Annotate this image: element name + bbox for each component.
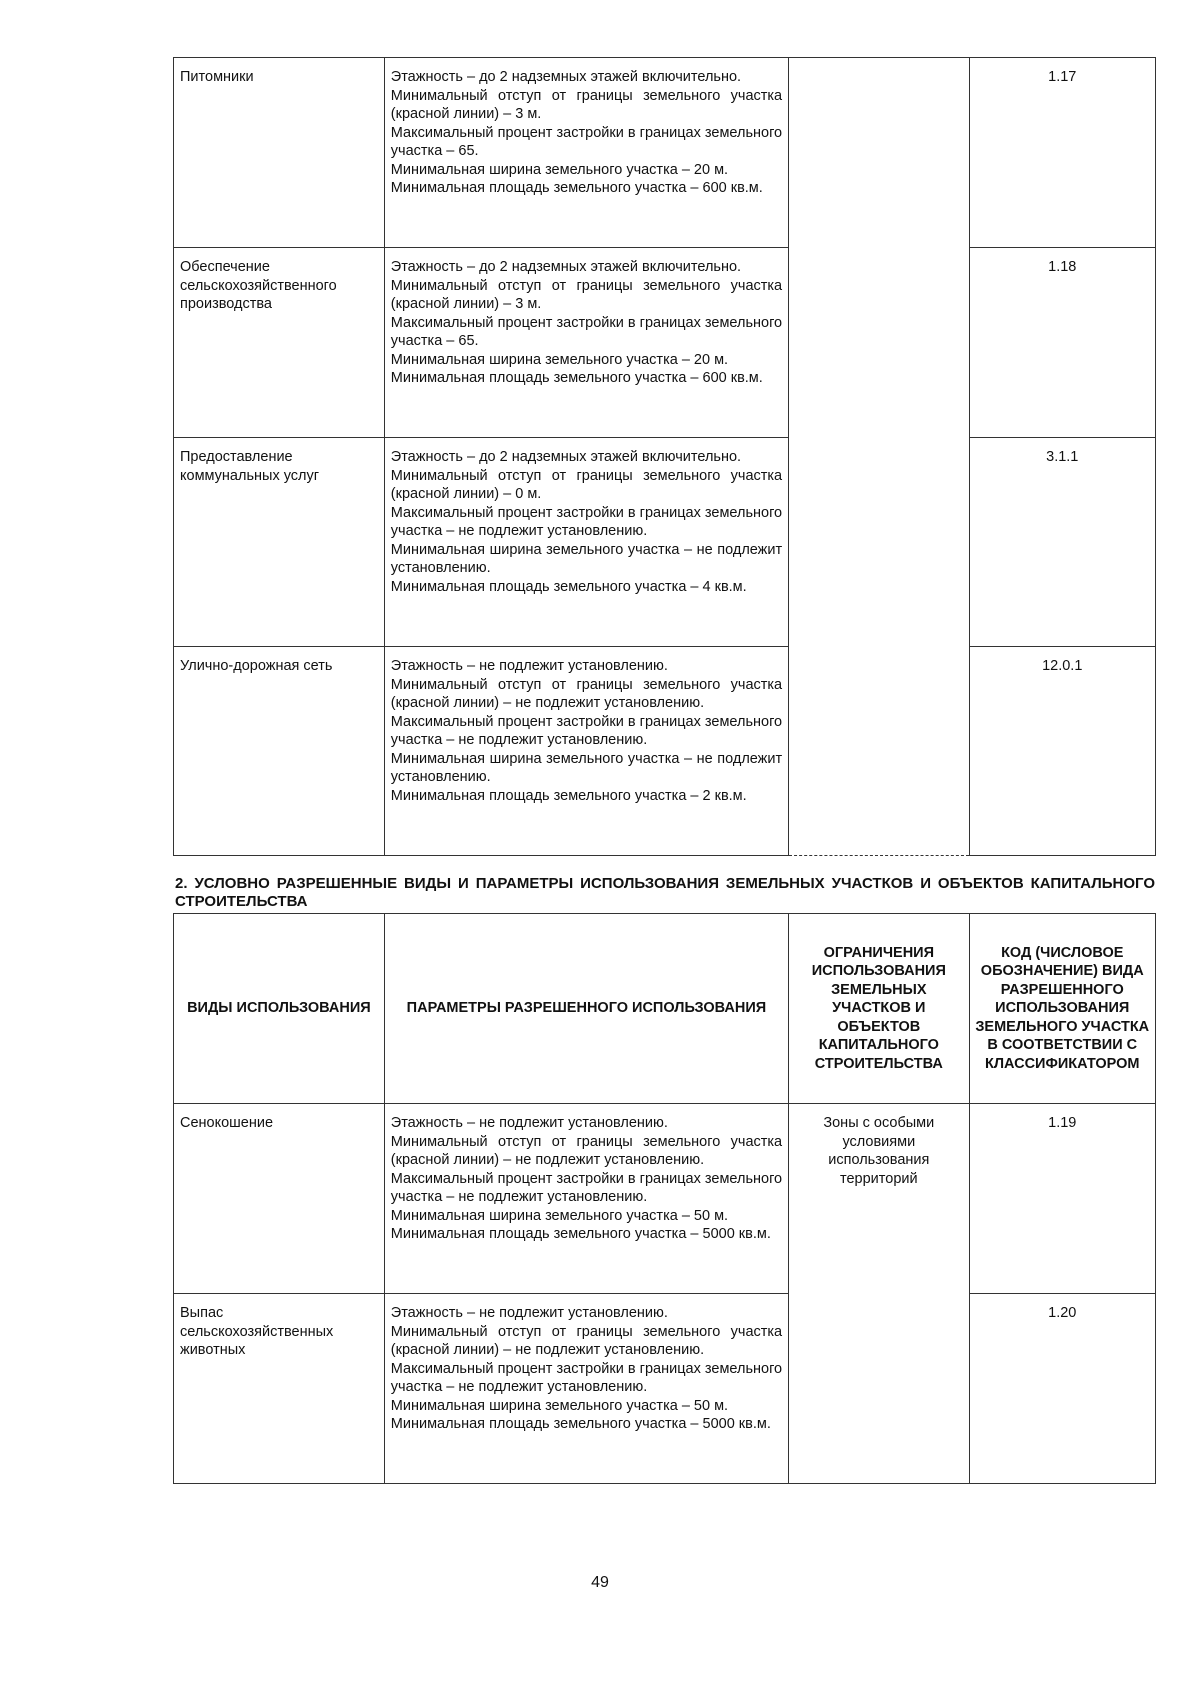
code-cell: 1.20 (969, 1294, 1156, 1484)
param-line: Максимальный процент застройки в границах земельного участка – 65. (390, 124, 783, 159)
code-cell: 1.19 (969, 1104, 1156, 1294)
code-cell: 12.0.1 (969, 647, 1156, 856)
param-line: Минимальная площадь земельного участка – 4 кв.м. (390, 578, 747, 595)
param-line: Этажность – до 2 надземных этажей включительно. (390, 259, 742, 275)
params-cell (384, 248, 788, 438)
params-cell (384, 1104, 788, 1294)
header-restrictions: ОГРАНИЧЕНИЯ ИСПОЛЬЗОВАНИЯ ЗЕМЕЛЬНЫХ УЧАСТКОВ И ОБЪЕКТОВ КАПИТАЛЬНОГО СТРОИТЕЛЬСТВА (789, 914, 969, 1104)
param-line: Максимальный процент застройки в границах земельного участка – не подлежит установлению. (390, 1360, 783, 1395)
params-cell (384, 1294, 788, 1484)
params-cell (384, 438, 788, 647)
param-line: Максимальный процент застройки в границах земельного участка – 65. (390, 314, 783, 349)
param-line: Этажность – не подлежит установлению. (390, 658, 668, 674)
param-line: Минимальная ширина земельного участка – 50 м. (390, 1207, 729, 1224)
param-line: Минимальный отступ от границы земельного участка (красной линии) – не подлежит установлению. (390, 676, 783, 711)
param-line: Минимальный отступ от границы земельного участка (красной линии) – 3 м. (390, 277, 783, 312)
table-row (174, 58, 1156, 248)
param-line: Этажность – до 2 надземных этажей включительно. (390, 69, 742, 85)
table-row (174, 1104, 1156, 1294)
param-line: Минимальная площадь земельного участка – 600 кв.м. (390, 370, 763, 386)
use-cell: Обеспечение сельскохозяйственного производства (174, 248, 385, 438)
header-code: КОД (ЧИСЛОВОЕ ОБОЗНАЧЕНИЕ) ВИДА РАЗРЕШЕННОГО ИСПОЛЬЗОВАНИЯ ЗЕМЕЛЬНОГО УЧАСТКА В СООТВЕТСТВИИ С КЛАССИФИКАТОРОМ (969, 914, 1156, 1104)
param-line: Минимальный отступ от границы земельного участка (красной линии) – 0 м. (390, 467, 783, 502)
param-line: Минимальная ширина земельного участка – 20 м. (390, 161, 729, 178)
restriction-text: Зоны с особыми условиями использования территорий (823, 1115, 935, 1187)
params-cell (384, 647, 788, 856)
param-line: Этажность – до 2 надземных этажей включительно. (390, 449, 742, 465)
conditional-uses-table (173, 913, 1156, 1484)
header-use: ВИДЫ ИСПОЛЬЗОВАНИЯ (174, 914, 385, 1104)
params-cell (384, 58, 788, 248)
main-uses-table (173, 57, 1156, 856)
table-row (174, 647, 1156, 856)
param-line: Минимальная площадь земельного участка – 5000 кв.м. (390, 1226, 771, 1242)
use-cell: Предоставление коммунальных услуг (174, 438, 385, 647)
code-cell: 1.18 (969, 248, 1156, 438)
table-row (174, 248, 1156, 438)
param-line: Минимальная ширина земельного участка – 20 м. (390, 351, 729, 368)
param-line: Минимальная ширина земельного участка – 50 м. (390, 1397, 729, 1414)
param-line: Этажность – не подлежит установлению. (390, 1115, 668, 1131)
param-line: Максимальный процент застройки в границах земельного участка – не подлежит установлению. (390, 504, 783, 539)
param-line: Максимальный процент застройки в границах земельного участка – не подлежит установлению. (390, 1170, 783, 1205)
param-line: Этажность – не подлежит установлению. (390, 1305, 668, 1321)
use-cell: Питомники (174, 58, 385, 248)
header-row (174, 914, 1156, 1104)
page-number: 49 (591, 1574, 609, 1591)
code-cell: 3.1.1 (969, 438, 1156, 647)
section-title: 2. УСЛОВНО РАЗРЕШЕННЫЕ ВИДЫ И ПАРАМЕТРЫ ИСПОЛЬЗОВАНИЯ ЗЕМЕЛЬНЫХ УЧАСТКОВ И ОБЪЕКТОВ КАПИТАЛЬНОГО СТРОИТЕЛЬСТВА (175, 875, 1155, 910)
param-line: Минимальная площадь земельного участка – 2 кв.м. (390, 787, 747, 804)
header-params: ПАРАМЕТРЫ РАЗРЕШЕННОГО ИСПОЛЬЗОВАНИЯ (384, 914, 788, 1104)
param-line: Минимальная площадь земельного участка – 5000 кв.м. (390, 1416, 771, 1432)
use-cell: Улично-дорожная сеть (174, 647, 385, 856)
restrictions-cell (789, 1104, 969, 1484)
param-line: Минимальный отступ от границы земельного участка (красной линии) – не подлежит установлению. (390, 1323, 783, 1358)
param-line: Минимальная ширина земельного участка – не подлежит установлению. (390, 750, 783, 785)
restrictions-cell (789, 58, 969, 856)
use-cell: Сенокошение (174, 1104, 385, 1294)
use-cell: Выпас сельскохозяйственных животных (174, 1294, 385, 1484)
param-line: Минимальный отступ от границы земельного участка (красной линии) – 3 м. (390, 87, 783, 122)
param-line: Максимальный процент застройки в границах земельного участка – не подлежит установлению. (390, 713, 783, 748)
table-row (174, 1294, 1156, 1484)
table-row (174, 438, 1156, 647)
code-cell: 1.17 (969, 58, 1156, 248)
param-line: Минимальный отступ от границы земельного участка (красной линии) – не подлежит установлению. (390, 1133, 783, 1168)
param-line: Минимальная ширина земельного участка – не подлежит установлению. (390, 541, 783, 576)
param-line: Минимальная площадь земельного участка – 600 кв.м. (390, 180, 763, 196)
